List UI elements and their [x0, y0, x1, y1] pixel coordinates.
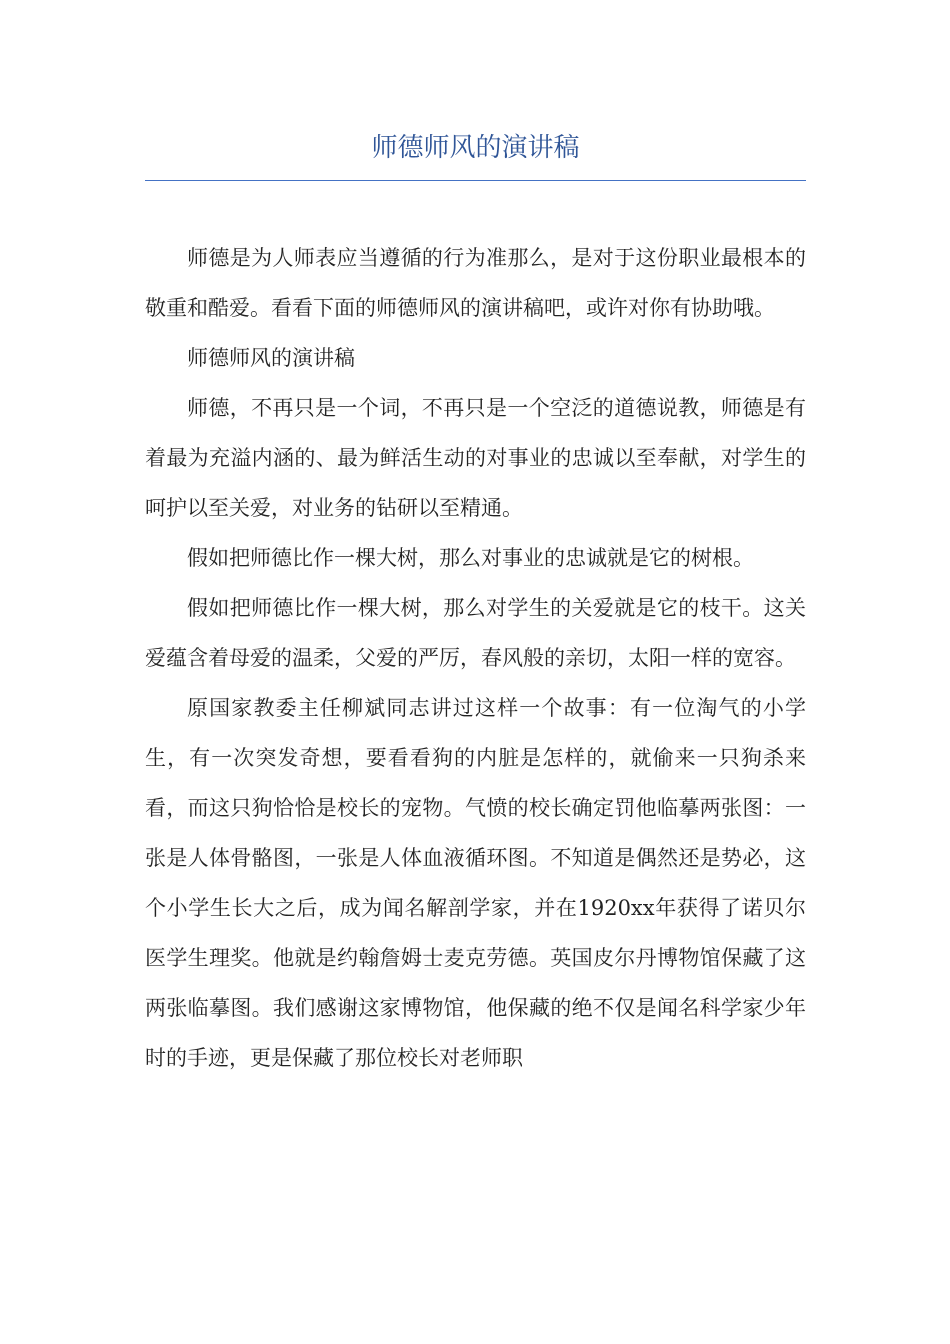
document-title: 师德师风的演讲稿 [371, 133, 580, 163]
title-underline [145, 180, 806, 181]
document-body [145, 233, 806, 1083]
paragraph-subtitle: 师德师风的演讲稿 [187, 346, 355, 370]
paragraph-tree-root: 假如把师德比作一棵大树，那么对事业的忠诚就是它的树根。 [187, 546, 754, 570]
paragraph-definition: 师德，不再只是一个词，不再只是一个空泛的道德说教，师德是有着最为充溢内涵的、最为鲜活生动的对事业的忠诚以至奉献，对学生的呵护以至关爱，对业务的钻研以至精通。 [145, 396, 806, 520]
paragraph-intro: 师德是为人师表应当遵循的行为准那么，是对于这份职业最根本的敬重和酷爱。看看下面的师德师风的演讲稿吧，或许对你有协助哦。 [145, 246, 806, 320]
paragraph-tree-branch: 假如把师德比作一棵大树，那么对学生的关爱就是它的枝干。这关爱蕴含着母爱的温柔，父爱的严厉，春风般的亲切，太阳一样的宽容。 [145, 596, 806, 670]
paragraph-story: 原国家教委主任柳斌同志讲过这样一个故事：有一位淘气的小学生，有一次突发奇想，要看看狗的内脏是怎样的，就偷来一只狗杀来看，而这只狗恰恰是校长的宠物。气愤的校长确定罚他临摹两张图：一张是人体骨骼图，一张是人体血液循环图。不知道是偶然还是势必，这个小学生长大之后，成为闻名解剖学家，并在1920xx年获得了诺贝尔医学生理奖。他就是约翰詹姆士麦克劳德。英国皮尔丹博物馆保藏了这两张临摹图。我们感谢这家博物馆，他保藏的绝不仅是闻名科学家少年时的手迹，更是保藏了那位校长对老师职 [145, 696, 806, 1070]
